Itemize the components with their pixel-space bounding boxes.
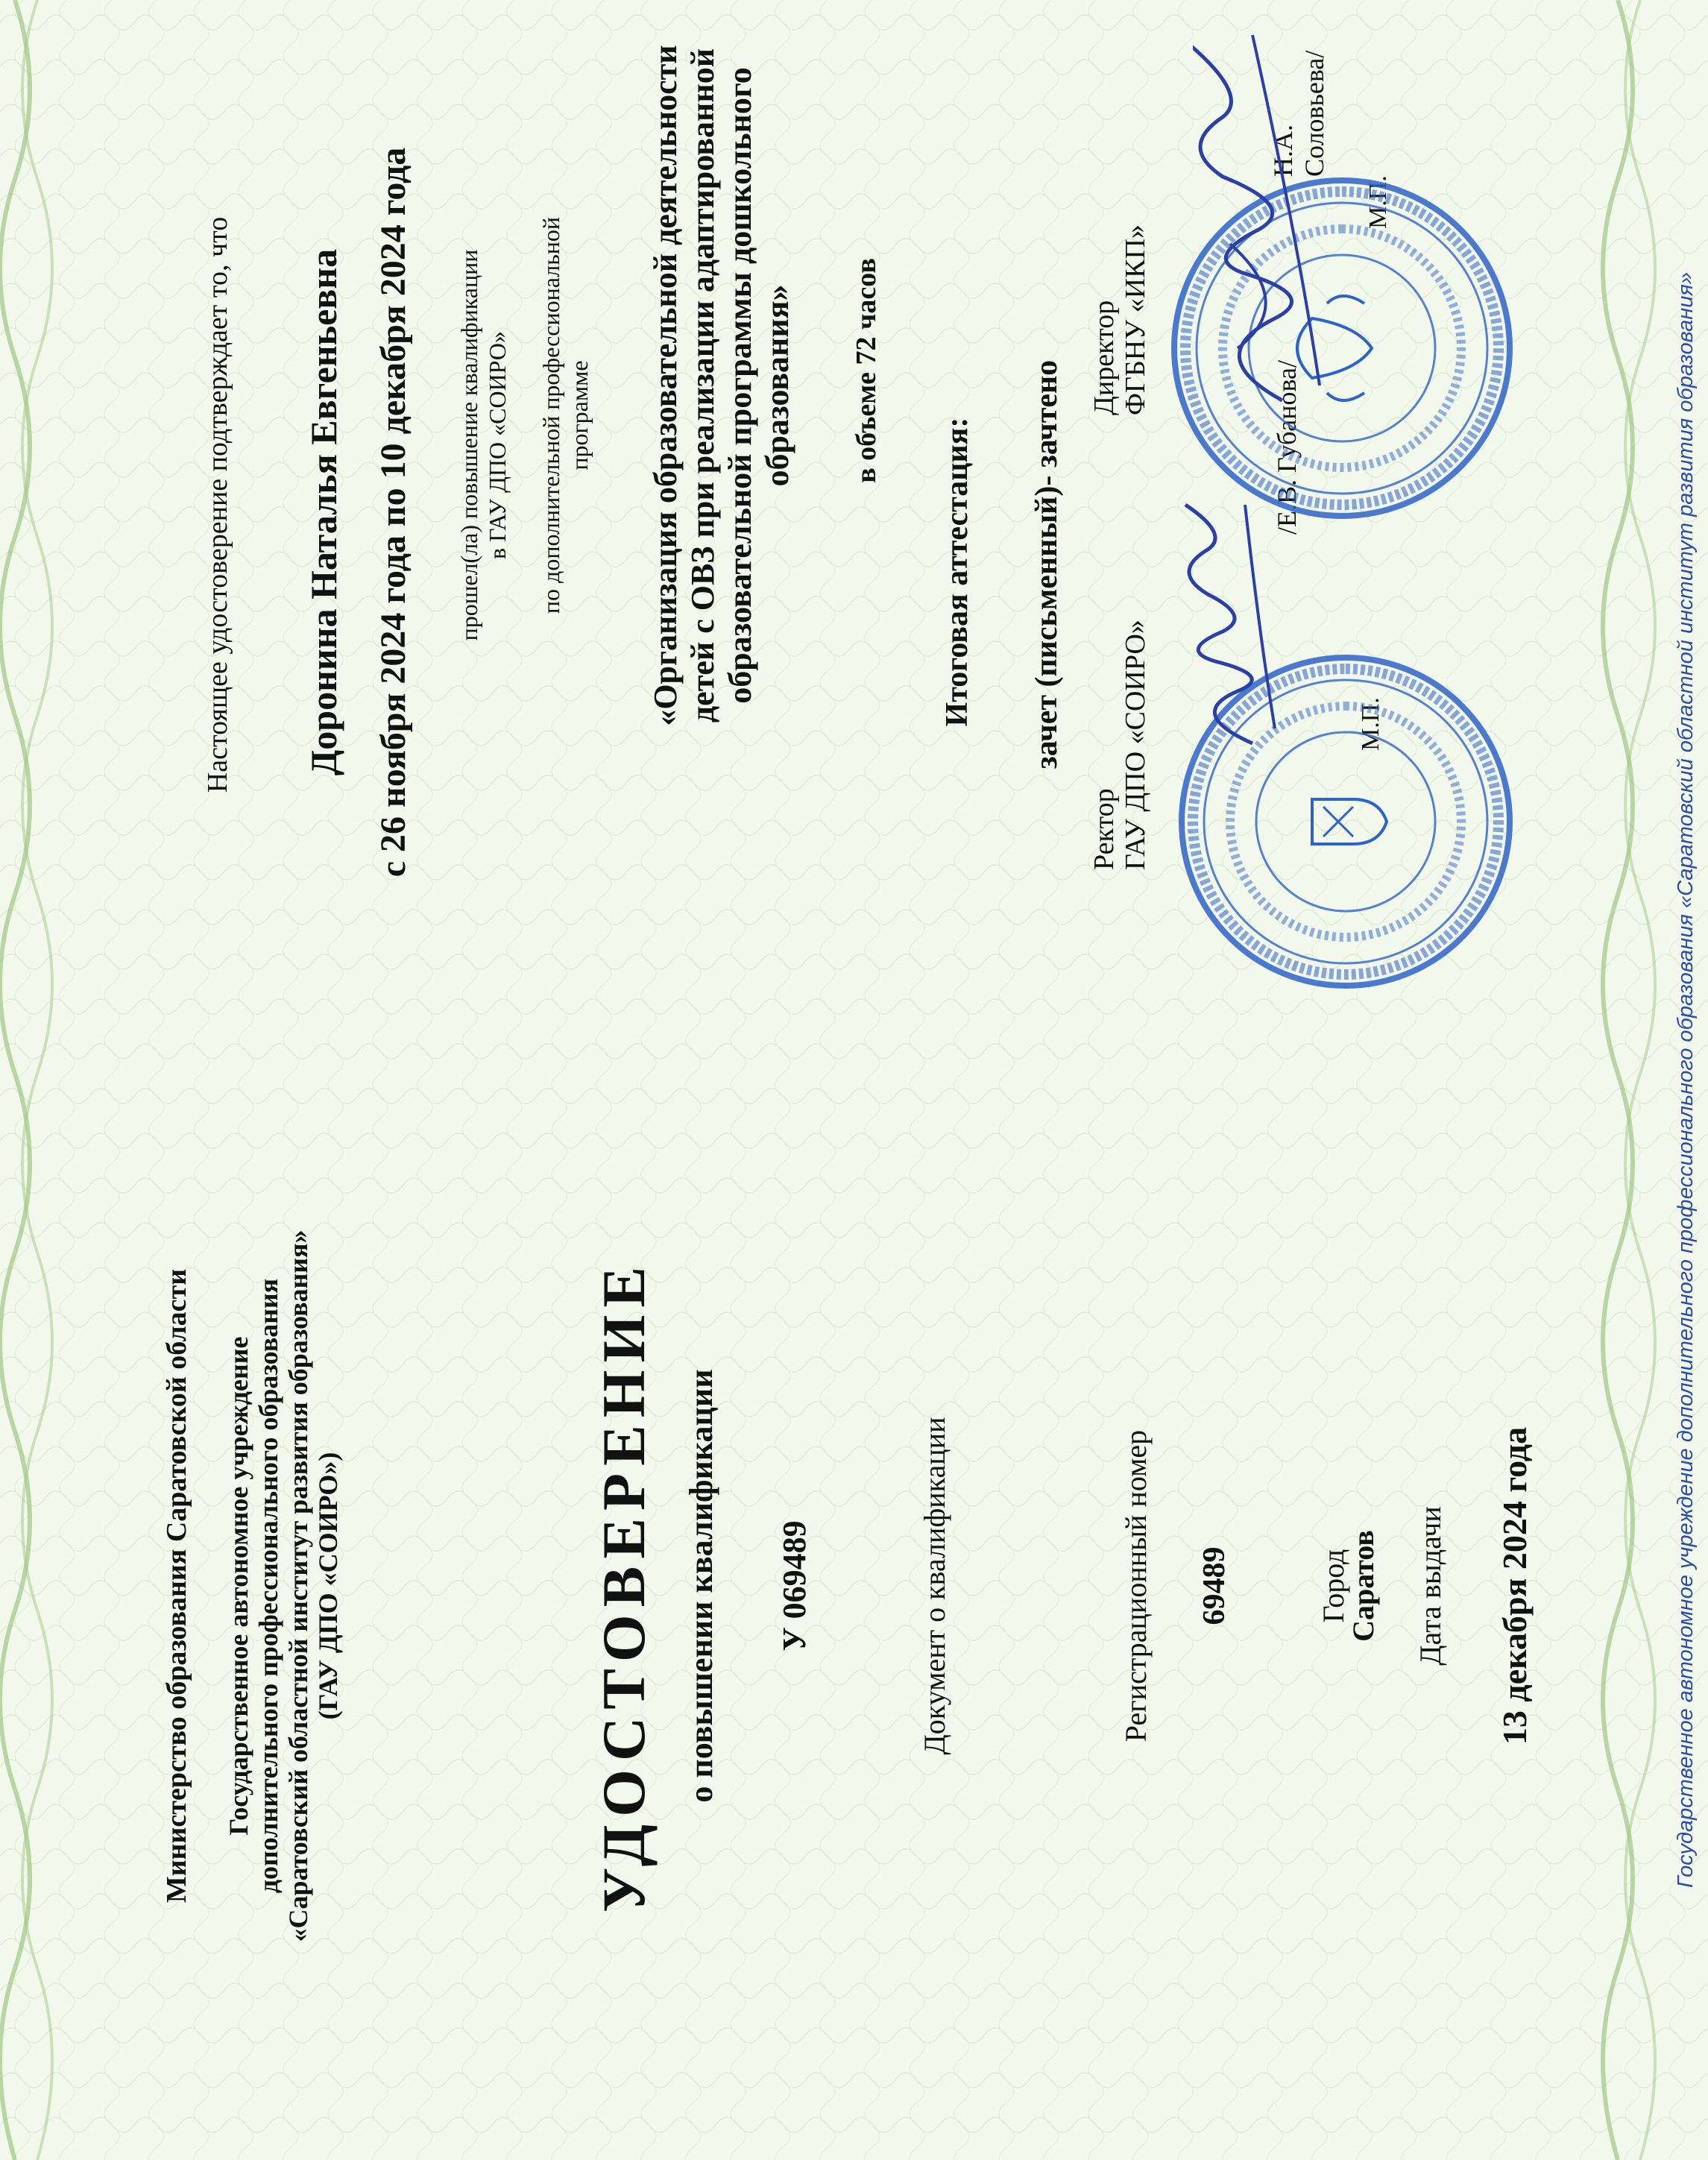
city-label: Город [1317, 1549, 1350, 1623]
rector-title [1088, 620, 1151, 870]
director-title-line: ФГБНУ «ИКП» [1120, 224, 1151, 415]
attestation-result: зачет (письменный)- зачтено [1030, 359, 1064, 769]
institution-line: дополнительного профессионального образования [253, 1278, 283, 1894]
program-title-line: «Организация образовательной деятельности [647, 45, 684, 726]
document-subtitle: о повышении квалификации [683, 1369, 719, 1803]
document-type: Документ о квалификации [918, 1417, 951, 1755]
issue-date-label: Дата выдачи [1414, 1506, 1447, 1666]
program-title-line: детей с ОВЗ при реализации адаптированной [684, 48, 721, 723]
training-period: с 26 ноября 2024 года по 10 декабря 2024 года [374, 147, 413, 878]
rector-name: /Е.В. Губанова/ [1272, 359, 1302, 535]
document-number: У 069489 [776, 1520, 813, 1652]
document-title: УДОСТОВЕРЕНИЕ [590, 1259, 658, 1913]
city-value: Саратов [1346, 1530, 1380, 1642]
program-label [537, 87, 593, 743]
passed-text [455, 72, 511, 818]
director-signature [1193, 20, 1342, 408]
stamp-label-2: М.П. [1364, 175, 1392, 229]
passed-line: в ГАУ ДПО «СОИРО» [484, 331, 511, 559]
rector-signature [1163, 490, 1297, 758]
attestation-label: Итоговая аттестация: [940, 417, 974, 727]
program-title-line: образовательной программы дошкольного [722, 67, 758, 704]
institution-line: Государственное автономное учреждение [224, 1336, 253, 1836]
recipient-name: Доронина Наталья Евгеньевна [303, 248, 344, 776]
institution-line: «Саратовский областной институт развития образования» [283, 1229, 313, 1942]
stamp-label-1: М.П. [1357, 697, 1384, 751]
rector-title-line: Ректор [1088, 788, 1120, 870]
program-title [647, 0, 796, 863]
footer-text: Государственное автономное учреждение дополнительного профессионального образования «Саратовский областной институт развития образования» [1674, 272, 1698, 1888]
passed-line: прошел(ла) повышение квалификации [456, 249, 482, 641]
issue-date: 13 декабря 2024 года [1496, 1426, 1534, 1745]
director-title [1088, 224, 1151, 415]
director-title-line: Директор [1088, 300, 1120, 415]
intro-text: Настоящее удостоверение подтверждает то, что [202, 216, 233, 793]
program-label-line: программе [566, 360, 593, 470]
program-title-line: образования» [759, 284, 795, 487]
ministry-line: Министерство образования Саратовской области [161, 1268, 192, 1904]
director-name: Н.А. Соловьева/ [1268, 50, 1329, 177]
institution-name [224, 1161, 343, 2011]
rector-title-line: ГАУ ДПО «СОИРО» [1120, 620, 1151, 870]
program-volume: в объеме 72 часов [851, 258, 882, 483]
registration-number: 69489 [1197, 1546, 1232, 1625]
registration-label: Регистрационный номер [1119, 1429, 1153, 1742]
institution-line: (ГАУ ДПО «СОИРО») [313, 1452, 343, 1720]
program-label-line: по дополнительной профессиональной [538, 216, 564, 614]
